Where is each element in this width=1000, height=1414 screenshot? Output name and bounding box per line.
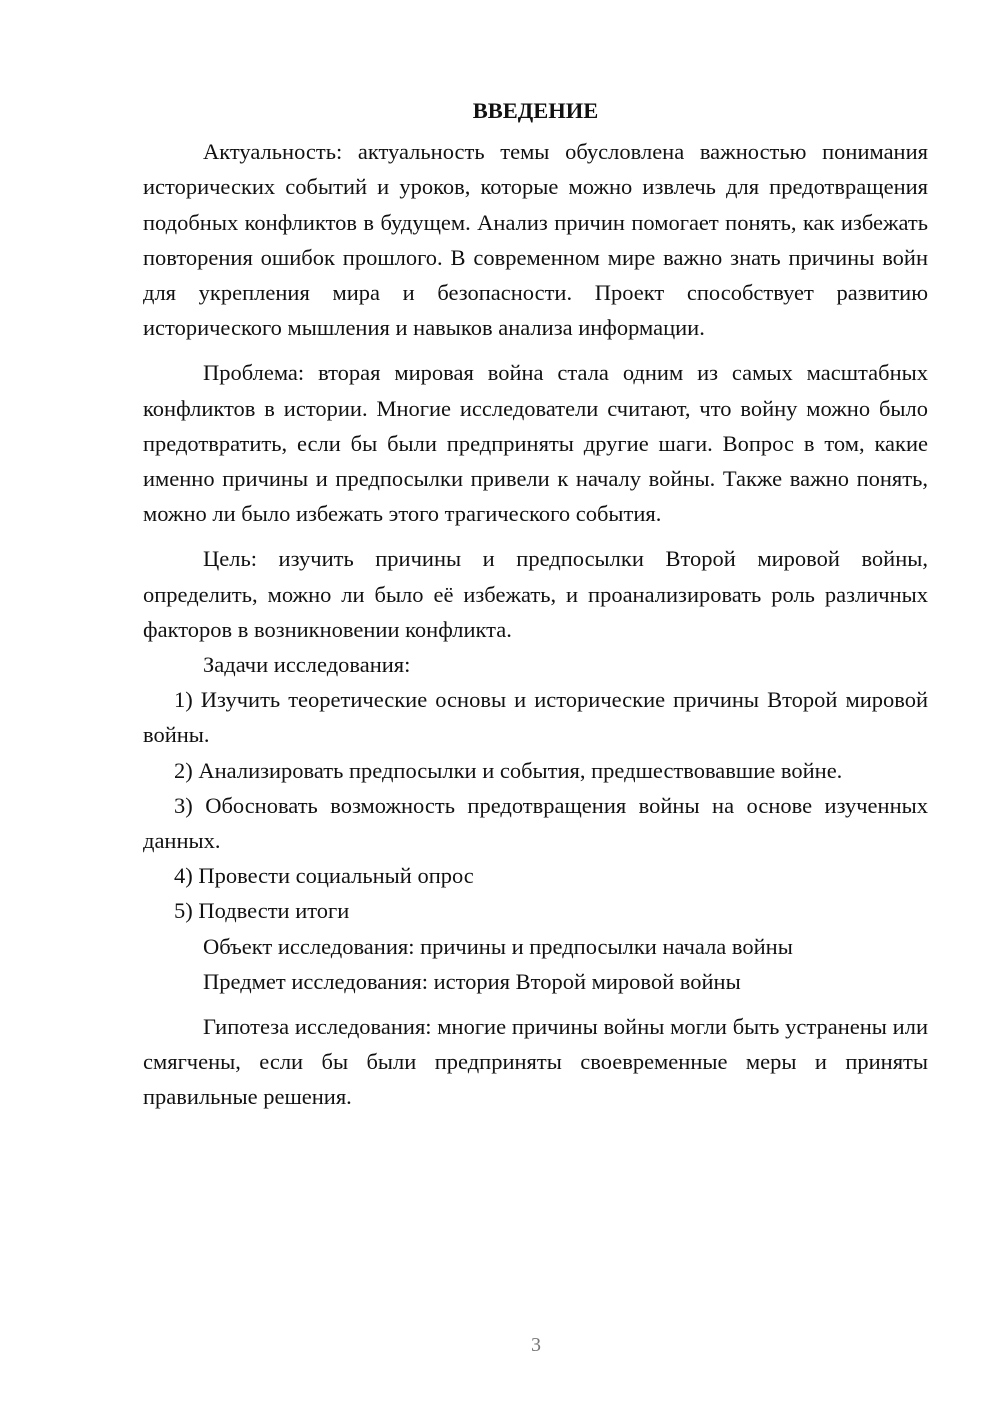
tasks-title: Задачи исследования: [203,652,411,678]
research-object: Объект исследования: причины и предпосылки начала войны [203,933,793,959]
relevance-paragraph: Актуальность: актуальность темы обусловлена важностью понимания исторических событий и уроков, которые можно извлечь для предотвращения подобных конфликтов в будущем. Анализ причин помогает понять, как избежать повторения ошибок прошлого. В современном мире важно знать причины войн для укрепления мира и безопасности. Проект способствует развитию исторического мышления и навыков анализа информации. [143,139,928,341]
task-item-4: 4) Провести социальный опрос [174,863,474,889]
page-number: 3 [531,1334,541,1356]
goal-paragraph: Цель: изучить причины и предпосылки Второй мировой войны, определить, можно ли было её избежать, и проанализировать роль различных факторов в возникновении конфликта. [143,546,928,642]
task-item-3: 3) Обосновать возможность предотвращения войны на основе изученных данных. [143,792,928,854]
section-heading: ВВЕДЕНИЕ [472,98,599,123]
page-content [143,93,928,1115]
research-subject: Предмет исследования: история Второй мировой войны [203,968,741,994]
problem-paragraph: Проблема: вторая мировая война стала одним из самых масштабных конфликтов в истории. Многие исследователи считают, что войну можно было предотвратить, если бы были предприняты другие шаги. Вопрос в том, какие именно причины и предпосылки привели к началу войны. Также важно понять, можно ли было избежать этого трагического события. [143,360,928,527]
task-item-2: 2) Анализировать предпосылки и события, предшествовавшие войне. [174,757,843,783]
task-item-5: 5) Подвести итоги [174,898,350,924]
task-item-1: 1) Изучить теоретические основы и исторические причины Второй мировой войны. [143,687,928,748]
hypothesis-paragraph: Гипотеза исследования: многие причины войны могли быть устранены или смягчены, если бы были предприняты своевременные меры и приняты правильные решения. [143,1014,928,1110]
